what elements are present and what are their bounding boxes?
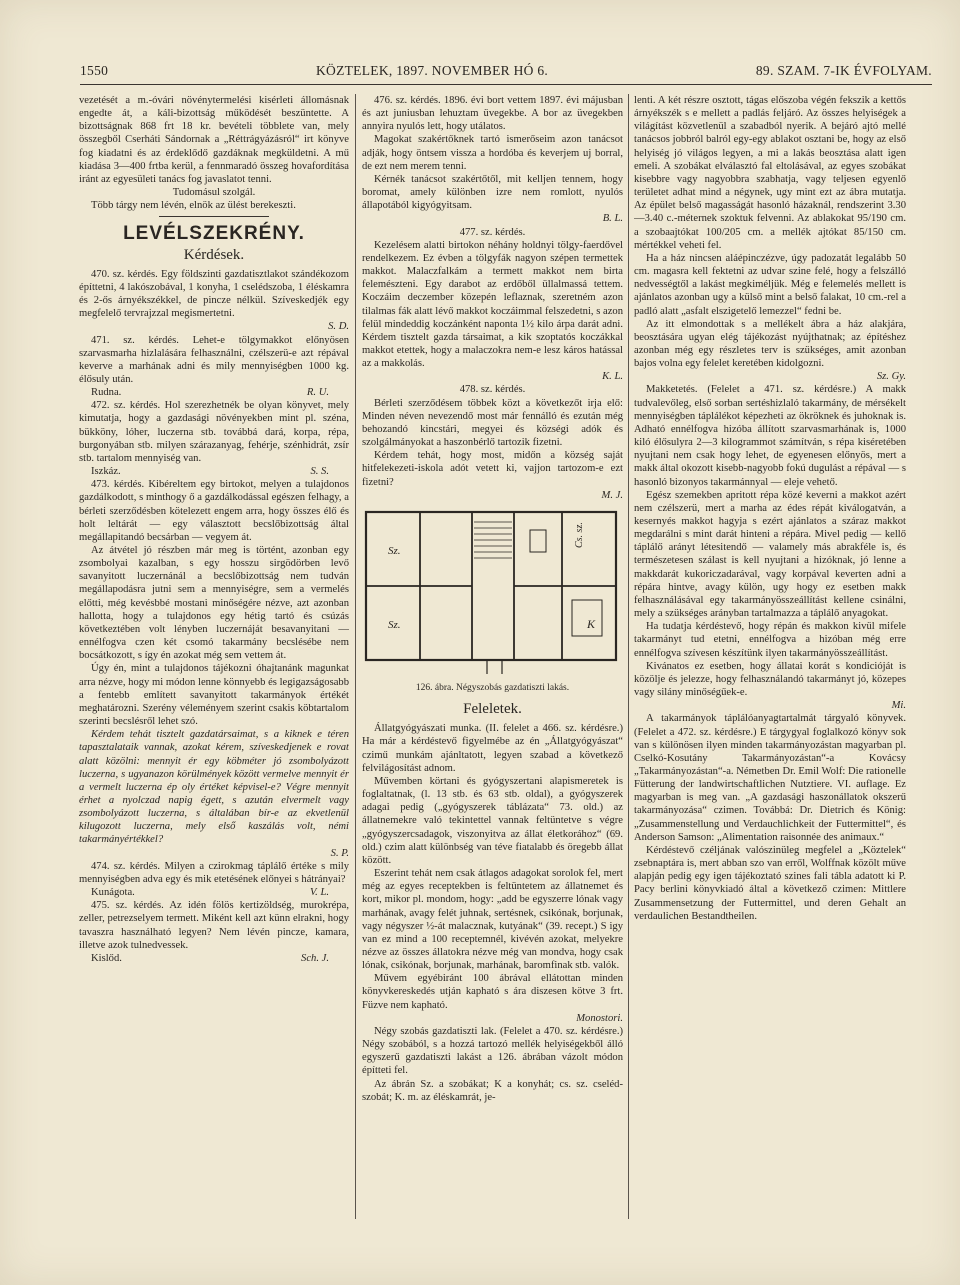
signature: Sch. J. — [301, 952, 329, 964]
place-name: Kislőd. — [91, 952, 122, 964]
paragraph: Ha tudatja kérdéstevő, hogy répán és makkon kivül mifele takarmányt tud etetni, ennélfogva a hizóban még erre ennélfogva szívesen készítünk ilyen takarmányösszeállítást. — [634, 621, 906, 659]
signature: K. L. — [602, 371, 623, 383]
paragraph: Kivánatos ez esetben, hogy állatai korát s kondicióját is közölje és jelezze, hogy felhasználandó takarmányt jó, közepes vagy silány minőségűek-e. — [634, 660, 906, 699]
column-1 — [79, 94, 349, 1224]
question-470: 470. sz. kérdés. Egy földszinti gazdatisztlakot szándékozom építtetni, 4 lakószobával, 1 konyha, 1 cselédszoba, 1 éléskamra és 2-ős árnyékszékkel, de pincze nélkül. Szíveskedjék egy megfelelő tervrajzzal megismertetni. — [79, 268, 349, 320]
paragraph: Az ábrán Sz. a szobákat; K a konyhát; cs. sz. cseléd-szobát; K. m. az éléskamrát, je- — [362, 1078, 623, 1103]
paragraph: Kérnék tanácsot szakértőtől, mit kelljen tennem, hogy boromat, amely különben izre nem romlott, nyulós állapotából kigyógyitsam. — [362, 173, 623, 212]
signature: Mi. — [891, 700, 906, 712]
paragraph: Az itt elmondottak s a mellékelt ábra a ház alakjára, beosztására ugyan elég tájékozást nyújthatnak; az építéshez azonban még egy részletes terv is szükséges, amit azonban bajos volna egy felelet keretében kidolgozni. — [634, 318, 906, 370]
signature: V. L. — [310, 887, 329, 899]
place-name: Kunágota. — [91, 887, 135, 899]
room-label: K — [587, 616, 596, 631]
question-478: Bérleti szerződésem többek közt a következőt irja elő: Minden néven nevezendő most már fennálló és ezután még behozandó kincstári, megyei és községi adók és szolgálmányokat a haszonbérlő tartozik fizetni. — [362, 397, 623, 449]
signature: R. U. — [306, 387, 329, 399]
signature: S. D. — [328, 321, 349, 333]
issue-info: 89. SZAM. 7-IK ÉVFOLYAM. — [755, 63, 932, 78]
question-475: 475. sz. kérdés. Az idén fölös kertizöldség, murokrépa, zeller, petrezselyem termett. Miként kell azt künn elrakni, hogy tavaszra használható legyen? Nem lévén pincze, kamara, illetve azok tulnedvessek. — [79, 900, 349, 951]
place-name: Iszkáz. — [91, 466, 121, 478]
room-label: Cs. sz. — [574, 521, 585, 548]
paragraph: vezetését a m.-óvári növénytermelési kisérleti állomásnak engedte át, a káli-bizottság működését beszüntette. A bizottságnak 868 frt 18 kr. bevételi többlete van, mely összegből Cserháti Sándornak a „Réttrágyázásról“ irt könyve fog kiadatni és az érdeklődő gazdáknak megküldetni. A mű kiadása 3—400 frtba kerül, a fennmaradó összeg hovafordítása iránt az egyesületi tanács fog javaslatot tenni. — [79, 95, 349, 185]
answer: Állatgyógyászati munka. (II. felelet a 466. sz. kérdésre.) Ha már a kérdéstevő figyelmébe az én „Állatgyógyászat“ czimű munkám ajánltatott, legyen szabad a következő felvilágosítást adnom. — [362, 723, 623, 774]
paragraph: Több tárgy nem lévén, elnök az ülést berekeszti. — [91, 200, 296, 212]
page-header — [80, 60, 932, 82]
signature: S. P. — [330, 847, 349, 859]
floor-plan-figure — [362, 508, 623, 695]
room-label: Sz. — [388, 618, 401, 631]
answer: Négy szobás gazdatiszti lak. (Felelet a 470. sz. kérdésre.) Négy szobából, s a hozzá tartozó mellék helyiségekből álló egyszerű gazdatiszti lakást a 126. ábrában vázolt módon építteti fel. — [362, 1025, 623, 1077]
paragraph: Úgy én, mint a tulajdonos tájékozni óhajtanánk magunkat arra nézve, hogy mi módon lenne könnyebb és legigazságosabb a fentebb említett savanyitott takarmányok értékét meghatározni. Szerény véleményem szerint csakis köbtartalom szerinti becslésről lehet szó. — [79, 663, 349, 728]
paragraph: Művem egyébiránt 100 ábrával ellátottan minden könyvkereskedés utján kapható s ára diszesen kötve 3 frt. Füzve nem kapható. — [362, 973, 623, 1011]
section-rule — [159, 216, 269, 217]
column-divider — [355, 94, 356, 1219]
section-title: LEVÉLSZEKRÉNY. — [123, 223, 305, 245]
signature: S. S. — [310, 466, 329, 478]
place-name: Rudna. — [91, 387, 122, 399]
question-472: 472. sz. kérdés. Hol szerezhetnék be olyan könyvet, mely kimutatja, hogy a gazdasági növényekben mint pl. széna, bükköny, lóher, luczerna stb. továbbá dará, korpa, répa, burgonyában stb. milyen szárazanyag, fehérje, szénhidrát, zsír stb. tartalom mennyiség van. — [79, 400, 349, 464]
signature: B. L. — [602, 213, 623, 225]
floor-plan-drawing — [362, 508, 623, 678]
question-title: 477. sz. kérdés. — [459, 226, 526, 238]
question-title: 478. sz. kérdés. — [459, 384, 526, 396]
question-474: 474. sz. kérdés. Milyen a czirokmag táplálő értéke s mily mennyiségben adva egy és mik etetésének előnyei s hátrányai? — [79, 860, 349, 885]
answer: Makketetés. (Felelet a 471. sz. kérdésre.) A makk tudvalevőleg, első sorban sertéshizlaló takarmány, de mérsékelt mennyiségben táplálékot képezheti az ökröknek és juhoknak is. Adható ennélfogva hizóba állított szarvasmarhának is, 1000 kiló élősulyra 2—3 kilogrammot számítván, s répa kiséretében nyujtani nem csak hogy lehet, de egyenesen előnyös, mert a makk által okozott kisebb-nagyobb fokú dugulást a répával — s hasonló bizonyos takarmánnyal — eleje vehető. — [634, 384, 906, 488]
subsection-title: Feleletek. — [463, 701, 522, 718]
question-473: 473. kérdés. Kibéreltem egy birtokot, melyen a tulajdonos gazdálkodott, s minthogy ő a gazdálkodással egészen felhagy, a bérleti szerződésben kötelezett engem arra, hogy összes élő és holt leltárát — egy választott becslőbizottság által megállapitandó becsárban — vegyem át. — [79, 479, 349, 543]
question-471: 471. sz. kérdés. Lehet-e tölgymakkot előnyösen szarvasmarha hizlalására felhasználni, czélszerü-e azt répával keverve a marhának adni és mily mennyiségben 1000 kg. élősuly után. — [79, 334, 349, 385]
column-3 — [634, 94, 906, 1229]
paragraph: Az átvétel jó részben már meg is történt, azonban egy zsombolyai kazalban, s egy hosszu sirgödörben levő savanyitott luczernánál a becslőbizottság nem tudván megállapodásra jutni sem a mennyiségre, sem a vermelés előtti, még kevésbbé mostani minőségére nézve, azt azonban hallotta, hogy a tulajdonos egy hétig tartó és csúzás következtében volt lényben luczernáját besavanyitani — ennélfogva czen két csomó takarmány becslésébe nem bocsátkozott, s így én azokat még sem vettem át. — [79, 545, 349, 662]
figure-caption: 126. ábra. Négyszobás gazdatiszti lakás. — [415, 683, 570, 693]
page-number: 1550 — [80, 63, 109, 78]
paragraph: Magokat szakértőknek tartó ismerőseim azon tanácsot adják, hogy öntsem vissza a hordóba és keverjem uj borral, de ezt nem merem tenni. — [362, 134, 623, 172]
signature: Monostori. — [576, 1012, 623, 1024]
paragraph: lenti. A két részre osztott, tágas előszoba végén fekszik a kettős árnyékszék s e mellett a padlás feljáró. Az összes helyiségek a világítást közvetlenül a szabadból nyerik. A bejáró ajtó mellé tanácsos jobbról balról egy-egy ablakot osztani be, hogy az első helyiség jó világos legyen, a mi a lakás beosztása alatt igen emeli. A szobákat elválasztó fal eltolásával, az egyes szobákat kisebbre vagy nagyobbra szabhatja, vagy teljesen egyenlő területet adhat mind a négynek, ugy mint ezt az ábra mutatja. Az épület belső magasságát hasonló házaknál, rendszerint 3.30—3.40 c.-méternek szoktuk felvenni. Az ablakokat 95/190 cm. a szobaajtókat 100/205 cm. a mellék ajtókat 85/150 cm. mértékkel veheti fel. — [634, 95, 906, 251]
paragraph: Kérdéstevő czéljának valószinüleg megfelel a „Köztelek“ zsebnaptára is, mert abban szo van erről, Wolffnak közölt műve alapján pedig egy igen tájékoztató szines fali tábla adatott ki P. Pacy berlini könyvkiadó által a következő czimen: Mittlere Zusammensetzung der Futtermittel, und deren Gehalt an verdaulichen Bestandtheilen. — [634, 844, 906, 922]
paragraph: Tudomásul szolgál. — [172, 187, 256, 199]
room-label: Sz. — [388, 544, 401, 557]
header-rule — [80, 84, 932, 85]
answer: A takarmányok táplálóanyagtartalmát tárgyaló könyvek. (Felelet a 472. sz. kérdésre.) E tárgygyal foglalkozó könyv sok van s különösen ilyen minden takarmányozástan magyarban pl. Cselkó-Kosutány Takarmányozástan“-a Kovácsy „Takarmányozástan“-a. Németben Dr. Emil Wolf: Die rationelle Fütterung der landwirtschaftlichen Nutztiere. VI. auflage. Ez magyarban is meg van. „A gazdasági haszonállatok okszerű takarmányozása“ czimen. Továbbá: Dr. Dietrich és König: „Zusammenstellung und Verdauchlichkeit der Futtermittel“, és Anderson Samson: „Alimentation raisonnée des animaux.“ — [634, 713, 906, 843]
paragraph: Egész szemekben apritott répa közé keverni a makkot azért nem czélszerü, mert a marha az édes répát kiválogatván, a kesernyés makkot hagyja s ezért ajánlatos a száraz makkot megdarálni s mint darát hinteni a répára. Mivel pedig — kellő táplálő arányt létesitendő — valamely más abrakféle is, és természetesen szálast is kell nyujtani a hizóknak, jó lenne a makkdarát kukoriczadarával, vagy korpával keverten adni a répára hintve, avagy külön, ugy hogy ez esetben makk felhasználásával egy takarmányösszeállítást kellene csinálni, mely a szükséges arányban tartalmazza a táplálő anyagokat. — [634, 489, 906, 620]
signature: Sz. Gy. — [876, 371, 906, 383]
question-476: 476. sz. kérdés. 1896. évi bort vettem 1897. évi májusban és azt juniusban lehuztam üvegekbe. A bor az üvegekben annyira nyulós lett, hogy utálatos. — [362, 95, 623, 133]
subsection-title: Kérdések. — [183, 246, 245, 263]
paragraph: Művemben körtani és gyógyszertani alapismeretek is foglaltatnak, (l. 13 stb. és 63 stb. oldal), a gyógyszerek adagai pedig („gyógyszerek táblázata“ 73. old.) az állatnemekre való tekintettel vannak feltüntetve s végre „gyógyszercsadagok, viszonyitva az állat életkorához“ (69. old.) czim alatt különbség van téve fiatalabb és öregebb állat között. — [362, 775, 623, 866]
column-2 — [362, 94, 623, 1229]
paragraph: Kérdem tehát tisztelt gazdatársaimat, s a kiknek e téren tapasztalataik vannak, azokat kérem, szíveskedjenek e rovat alatt közölni: mennyit ér egy köbméter jó zsombolyázott luczerna, s ugyanazon körülmények között vermelve mennyit ér a vermelt luczerna ép oly értéket képvisel-e? Végre mennyit érhet a nyolczad napig égett, s azután elvermelt vagy zsombolyázott luczerna, s általában bír-e az ekvetlenül kilugozott luczerna, mely első kaszálás volt, némi takarmányértékkel? — [79, 729, 349, 846]
column-divider — [628, 94, 629, 1219]
paragraph: Kérdem tehát, hogy most, midőn a község saját hitfelekezeti-iskola adót vetett ki, vajjon tartozom-e ezt fizetni? — [362, 450, 623, 488]
question-477: Kezelésem alatti birtokon néhány holdnyi tölgy-faerdővel rendelkezem. Ez évben a tölgyfák nagyon szépen termettek makkot. Malaczfalkám a termett makkot nem birta felemészteni. Egy darabot az erdőből üllalmassá tettem. Koczáim deczember közepén leflaznak, szeretném azon tilalmas fák alatt lévő makkot koczáimmal felszedetni, s azon felül mindeddig koczánként naponta 1½ kilo árpa darát adni. Kérdem tisztelt gazda társaimat, a kik szoptatós koczákkal makkot etettek, hogy a malaczokra nem-e lesz káros hatással az a makkolás. — [362, 239, 623, 370]
journal-title: KÖZTELEK, 1897. NOVEMBER HÓ 6. — [315, 63, 549, 78]
paragraph: Ha a ház nincsen aláépinczézve, úgy padozatát legalább 50 cm. magasra kell fektetni az udvar szine felé, hogy a felszálló nedvességtől a lakást megkiméljük. Még e felemelés mellett is ajánlatos azonban ugy a külső mint a belső falakat, 10 cm.-rel a padló alatt „asfalt elszigetelő lemezzel“ fedni be. — [634, 252, 906, 317]
signature: M. J. — [601, 489, 623, 501]
paragraph: Eszerint tehát nem csak átlagos adagokat sorolok fel, mert még az egyes receptekben is feltüntetem az állatnemet és kort, mikor pl. mondom, hogy: „add be egyszerre lónak vagy marhának, avagy felét juhnak, sertésnek, csikónak, borjunak, vagy négyszer ½-át malacznak, kutyának“ (39. recept.) S igy van ez mind a 100 receptemnél, kivévén azokat, melyekre nézve az összes állatokra nézve még van mondva, hogy csak lónak, csikónak, borjunak, marhának, baromfinak stb. valók. — [362, 868, 623, 972]
